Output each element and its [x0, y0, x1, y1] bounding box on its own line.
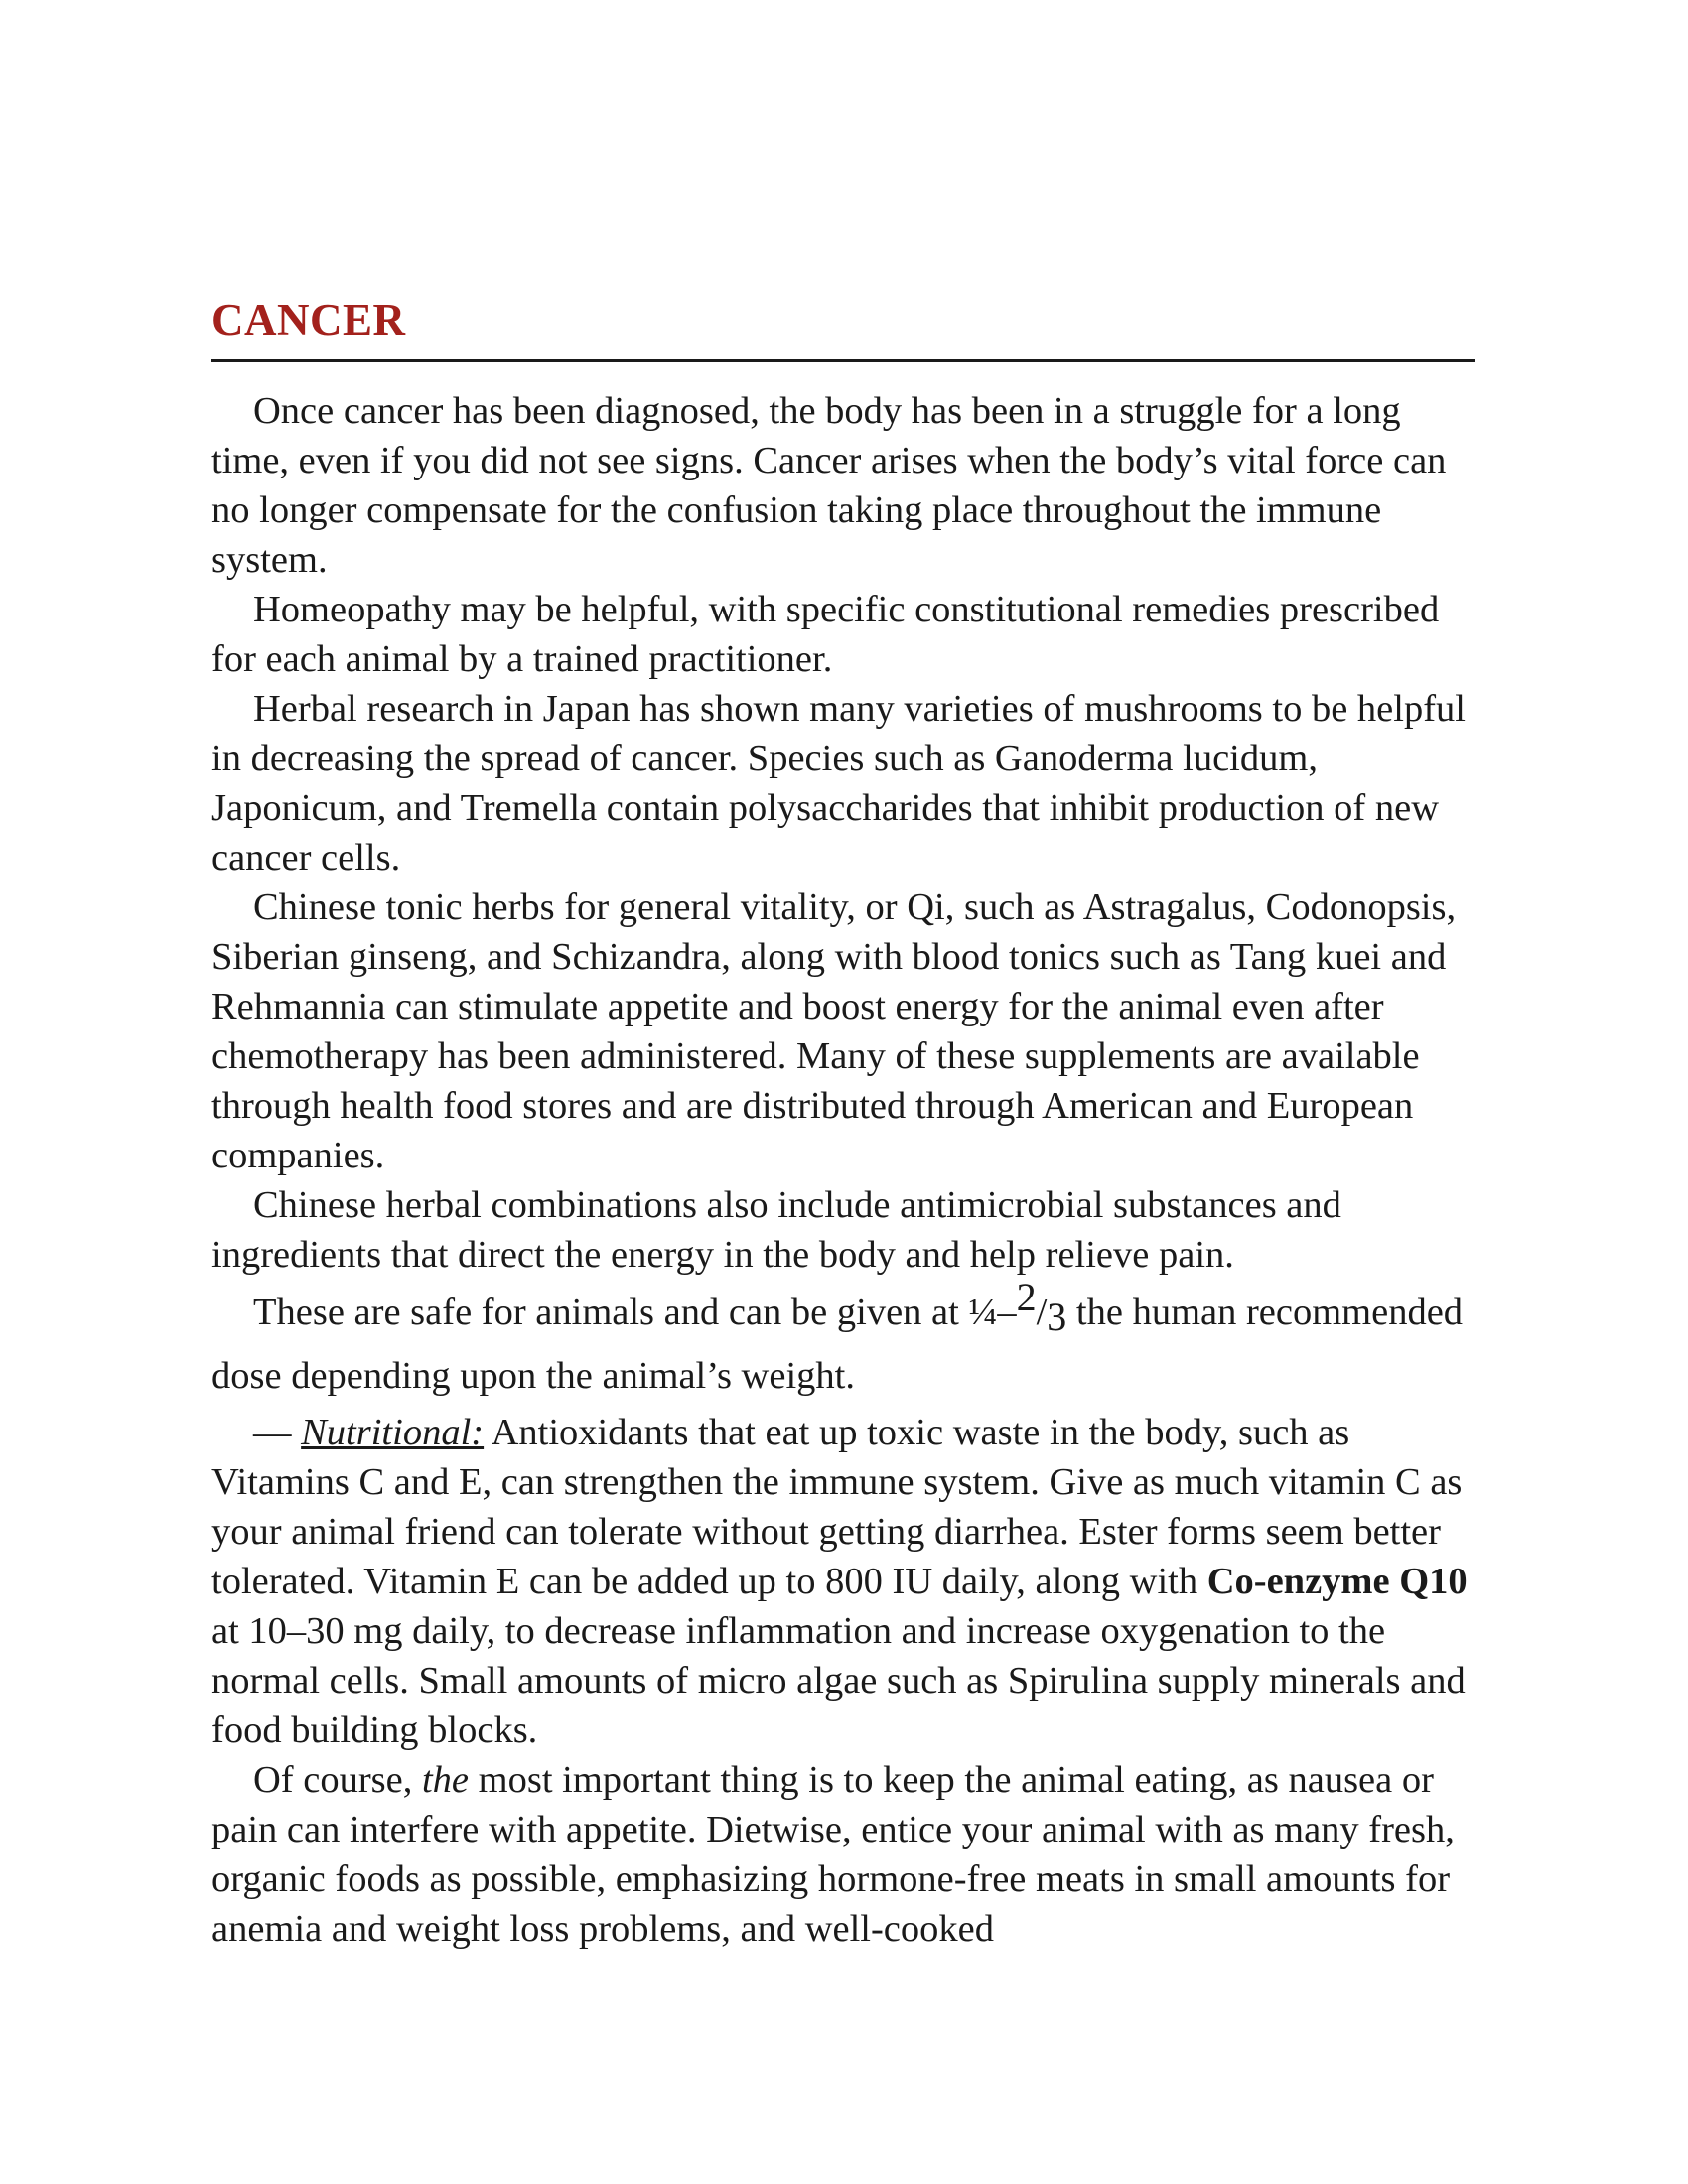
paragraph-herbal-combinations: Chinese herbal combinations also include antimicrobial substances and ingredients that direct the energy in the body and help relieve pain.: [211, 1184, 1341, 1276]
dosage-quarter: ¼–: [968, 1292, 1017, 1333]
nutritional-text-1: Antioxidants that eat up toxic waste in the body, such as Vitamins C and E, can strengthen the immune system. Give as much vitamin C as your animal friend can tolerate without getting diarrhea. Ester forms seem better tolerated. Vitamin E can be added up to 800 IU daily, along with: [211, 1412, 1463, 1602]
keep-eating-text-before: Of course,: [253, 1759, 422, 1801]
nutritional-dash: —: [253, 1412, 302, 1453]
paragraph-chinese-tonic-herbs: Chinese tonic herbs for general vitality, or Qi, such as Astragalus, Codonopsis, Siberian ginseng, and Schizandra, along with blood tonics such as Tang kuei and Rehmannia can stimulate appetite and boost energy for the animal even after chemotherapy has been administered. Many of these supplements are available through health food stores and are distributed through American and European companies.: [211, 887, 1457, 1176]
dosage-text-before: These are safe for animals and can be given at: [253, 1292, 969, 1333]
coenzyme-q10-term: Co-enzyme Q10: [1206, 1561, 1468, 1602]
body-text: [211, 386, 1475, 1954]
emphasis-the: the: [421, 1759, 470, 1801]
fraction-numerator: 2: [1016, 1275, 1037, 1319]
title-rule: [211, 359, 1475, 362]
paragraph-cancer-diagnosis: Once cancer has been diagnosed, the body has been in a struggle for a long time, even if you did not see signs. Cancer arises when the body’s vital force can no longer compensate for the confusion taking place throughout the immune system.: [211, 390, 1447, 581]
fraction-denominator: 3: [1047, 1295, 1067, 1339]
nutritional-text-2: at 10–30 mg daily, to decrease inflammation and increase oxygenation to the normal cells. Small amounts of micro algae such as Spirulina supply minerals and food building blocks.: [211, 1610, 1466, 1751]
paragraph-keep-eating: [211, 1755, 1475, 1954]
dosage-fraction: [968, 1275, 1067, 1339]
page-content: [211, 290, 1475, 1954]
paragraph-nutritional: [211, 1408, 1475, 1755]
keep-eating-text-after: most important thing is to keep the animal eating, as nausea or pain can interfere with appetite. Dietwise, entice your animal with as many fresh, organic foods as possible, emphasizing hormone-free meats in small amounts for anemia and weight loss problems, and well-cooked: [211, 1759, 1455, 1950]
fraction-slash: /: [1036, 1292, 1048, 1333]
section-title: CANCER: [211, 295, 406, 344]
dosage-text-after: the human recommended dose depending upon the animal’s weight.: [211, 1292, 1464, 1397]
nutritional-label: Nutritional:: [301, 1412, 485, 1453]
paragraph-dosage: [211, 1275, 1475, 1408]
paragraph-homeopathy: Homeopathy may be helpful, with specific constitutional remedies prescribed for each animal by a trained practitioner.: [211, 589, 1440, 680]
paragraph-herbal-research: Herbal research in Japan has shown many varieties of mushrooms to be helpful in decreasing the spread of cancer. Species such as Ganoderma lucidum, Japonicum, and Tremella contain polysaccharides that inhibit production of new cancer cells.: [211, 688, 1466, 879]
